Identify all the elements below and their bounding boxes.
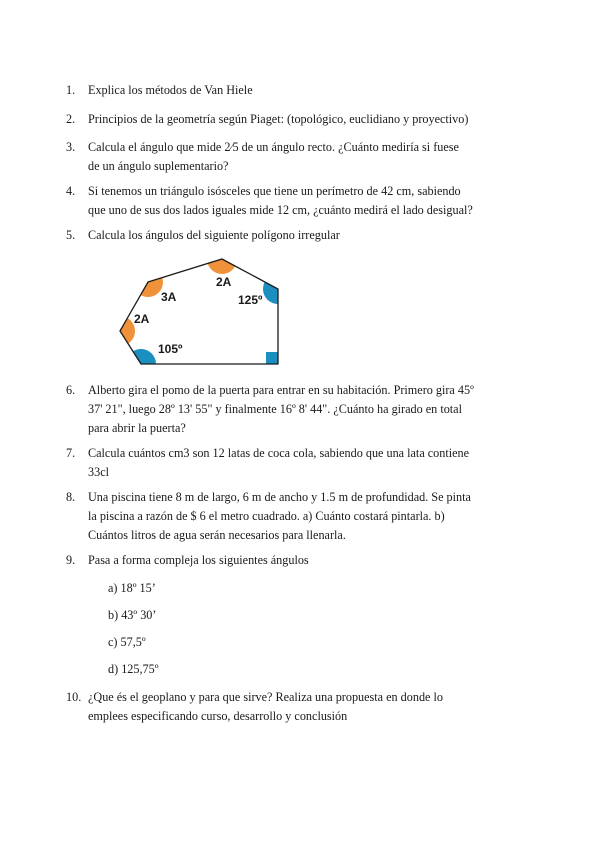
question-line: 33cl [88,465,109,479]
question-line: emplees especificando curso, desarrollo y conclusión [88,709,348,723]
question-line: Explica los métodos de Van Hiele [88,83,253,97]
question-line: que uno de sus dos lados iguales mide 12 cm, ¿cuánto medirá el lado desigual? [88,203,473,217]
question-line: para abrir la puerta? [88,421,186,435]
question-number: 2. [66,112,76,126]
question-2 [66,110,528,129]
angle-marker-top [207,252,237,274]
question-1 [66,81,528,100]
question-4 [66,182,528,220]
angle-label-upper-left: 3A [161,290,177,304]
right-angle-marker [266,352,278,364]
question-line: Alberto gira el pomo de la puerta para entrar en su habitación. Primero gira 45º [88,383,474,397]
question-line: Principios de la geometría según Piaget: (topológico, euclidiano y proyectivo) [88,112,469,126]
question-line: ¿Que és el geoplano y para que sirve? Realiza una propuesta en donde lo [88,690,443,704]
question-number: 5. [66,228,76,242]
question-5 [66,226,528,245]
angle-label-right: 125º [238,293,263,307]
question-number: 6. [66,383,76,397]
question-10 [66,688,528,726]
angle-marker-bottom-left [126,349,156,372]
question-number: 8. [66,490,76,504]
question-8 [66,488,528,545]
question-line: Si tenemos un triángulo isósceles que tiene un perímetro de 42 cm, sabiendo [88,184,461,198]
question-number: 10. [66,690,82,704]
question-line: Calcula los ángulos del siguiente polígono irregular [88,228,340,242]
sub-item-d: d) 125,75º [108,662,159,676]
question-number: 7. [66,446,76,460]
polygon-figure [110,252,290,372]
question-9 [66,551,528,570]
angle-label-bottom-left: 105º [158,342,183,356]
question-line: Cuántos litros de agua serán necesarios para llenarla. [88,528,346,542]
question-line: Calcula cuántos cm3 son 12 latas de coca cola, sabiendo que una lata contiene [88,446,470,460]
question-number: 9. [66,553,76,567]
question-line: Pasa a forma compleja los siguientes ángulos [88,553,309,567]
sub-item-a: a) 18º 15’ [108,581,156,595]
sub-item-b: b) 43º 30’ [108,608,157,622]
question-line: de un ángulo suplementario? [88,159,229,173]
question-3 [66,138,528,176]
question-line: 37' 21", luego 28º 13' 55" y finalmente 16º 8' 44". ¿Cuánto ha girado en total [88,402,462,416]
angle-label-left: 2A [134,312,150,326]
sub-item-c: c) 57,5º [108,635,146,649]
question-6 [66,381,528,438]
question-line: la piscina a razón de $ 6 el metro cuadrado. a) Cuánto costará pintarla. b) [88,509,445,523]
angle-marker-left [110,316,135,346]
question-number: 3. [66,140,76,154]
question-number: 1. [66,83,76,97]
question-line: Una piscina tiene 8 m de largo, 6 m de ancho y 1.5 m de profundidad. Se pinta [88,490,471,504]
question-7 [66,444,528,482]
angle-marker-right [263,274,290,304]
question-number: 4. [66,184,76,198]
question-line: Calcula el ángulo que mide 2∕5 de un ángulo recto. ¿Cuánto mediría si fuese [88,140,459,154]
angle-label-top: 2A [216,275,232,289]
